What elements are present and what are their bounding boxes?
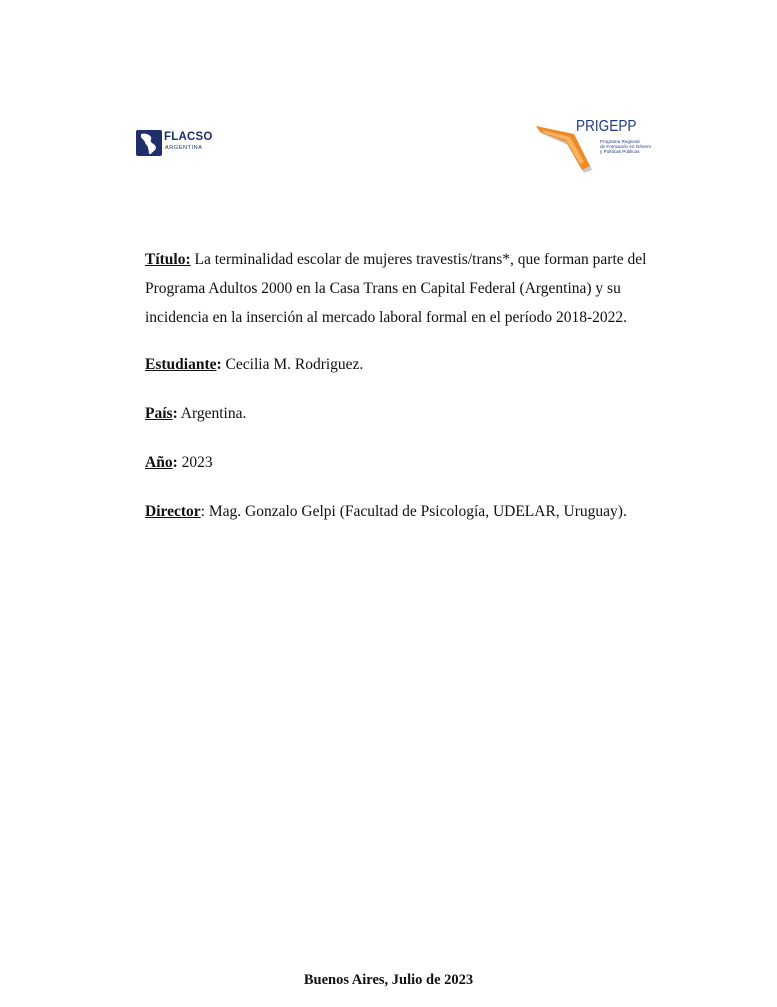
prigepp-logo xyxy=(536,118,666,178)
estudiante-label: Estudiante xyxy=(145,356,217,373)
prigepp-name: PRIGEPP xyxy=(576,118,637,135)
anio-text: 2023 xyxy=(177,454,213,471)
titulo-text: La terminalidad escolar de mujeres travestis/trans*, que forman parte del Programa Adultos 2000 en la Casa Trans en Capital Federal (Argentina) y su incidencia en la inserción al mercado laboral formal en el período 2018-2022. xyxy=(145,251,647,326)
estudiante-colon: : xyxy=(216,356,222,373)
prigepp-subtitle-line: de Formación en Género xyxy=(600,144,652,150)
prigepp-subtitle-line: y Políticas Públicas xyxy=(600,149,640,155)
titulo-label: Título: xyxy=(145,251,191,268)
titulo-paragraph xyxy=(145,245,675,332)
director-label: Director xyxy=(145,503,201,520)
anio-label: Año xyxy=(145,454,173,471)
estudiante-paragraph xyxy=(145,350,675,379)
cover-details xyxy=(145,245,675,546)
director-text: : Mag. Gonzalo Gelpi (Facultad de Psicología, UDELAR, Uruguay). xyxy=(200,503,627,520)
director-paragraph xyxy=(145,497,675,526)
flacso-logo xyxy=(136,130,226,158)
flacso-name: FLACSO xyxy=(164,131,213,143)
prigepp-subtitle-line: Programa Regional xyxy=(600,139,640,144)
flacso-americas-icon xyxy=(136,130,162,156)
pais-paragraph xyxy=(145,399,675,428)
pais-label: País xyxy=(145,405,173,422)
place-date-footer: Buenos Aires, Julio de 2023 xyxy=(303,972,474,988)
prigepp-subtitle xyxy=(600,139,651,155)
flacso-subtitle: ARGENTINA xyxy=(165,145,203,151)
anio-colon: : xyxy=(172,454,178,471)
pais-text: Argentina. xyxy=(177,405,247,422)
estudiante-text: Cecilia M. Rodriguez. xyxy=(221,356,364,373)
anio-paragraph xyxy=(145,448,675,477)
pais-colon: : xyxy=(172,405,178,422)
